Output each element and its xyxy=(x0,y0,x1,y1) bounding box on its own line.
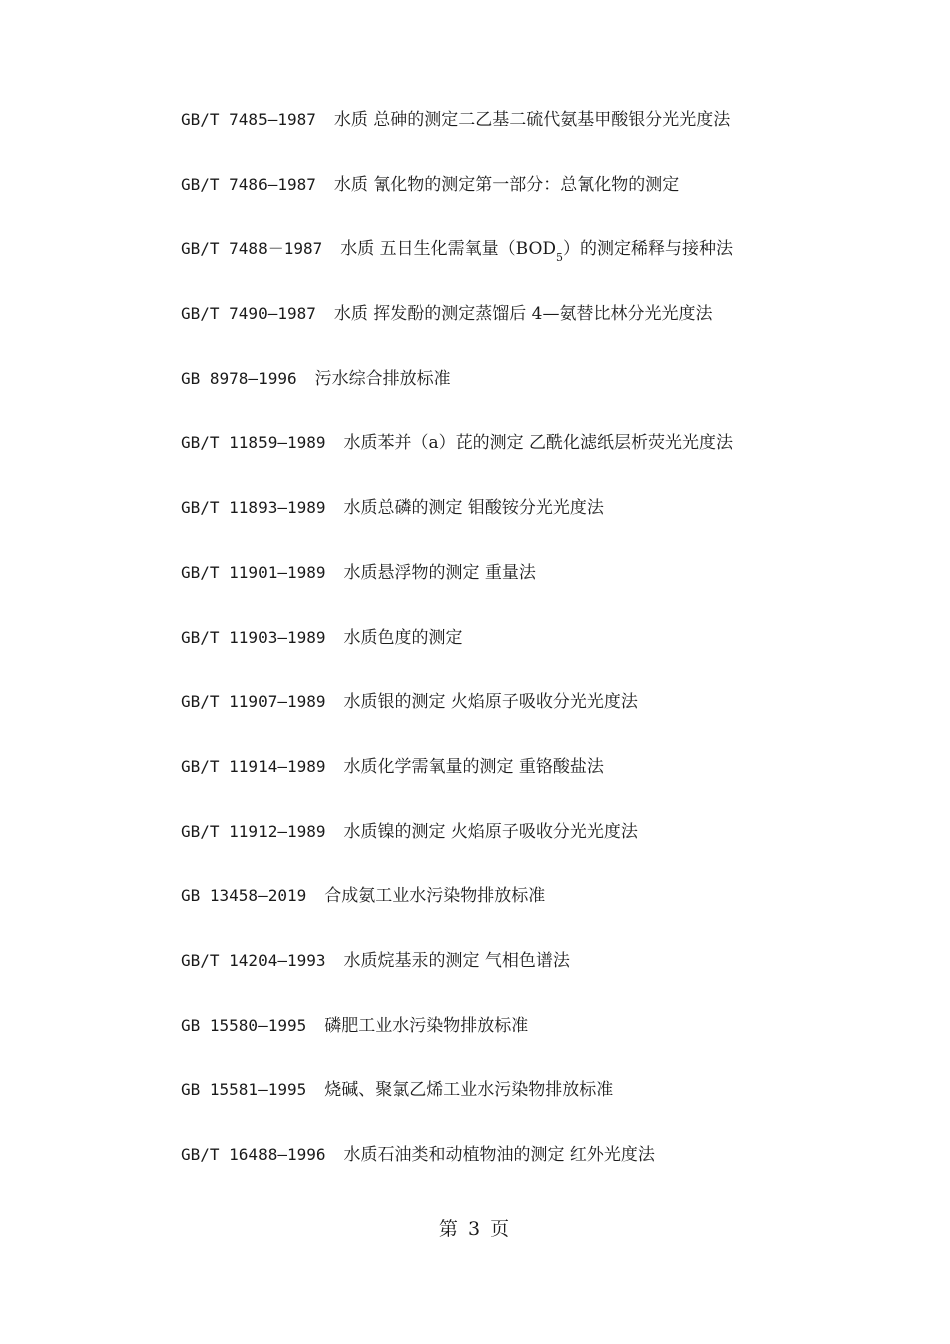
standard-title: 污水综合排放标准 xyxy=(314,368,451,389)
standard-item xyxy=(181,1074,881,1139)
standard-code: GB/T 7486—1987 xyxy=(181,174,316,194)
standard-title-part: 水质 五日生化需氧量（BOD xyxy=(340,239,557,260)
page-number: 第 3 页 xyxy=(438,1218,512,1240)
standard-title-part: ）的测定稀释与接种法 xyxy=(563,239,734,260)
standards-list xyxy=(181,104,881,1204)
standard-item xyxy=(181,363,881,428)
standard-title: 水质 总砷的测定二乙基二硫代氨基甲酸银分光光度法 xyxy=(333,110,731,130)
standard-item xyxy=(181,427,881,492)
standard-code: GB/T 7490—1987 xyxy=(181,304,316,324)
standard-title: 水质镍的测定 火焰原子吸收分光光度法 xyxy=(343,821,638,842)
standard-title: 水质苯并（a）芘的测定 乙酰化滤纸层析荧光光度法 xyxy=(343,433,734,454)
standard-code: GB 13458—2019 xyxy=(181,886,307,906)
standard-code: GB/T 11903—1989 xyxy=(181,627,326,647)
standard-title xyxy=(340,239,734,265)
standard-item xyxy=(181,557,881,622)
standard-title: 水质化学需氧量的测定 重铬酸盐法 xyxy=(343,756,604,777)
standard-code: GB/T 7488－1987 xyxy=(181,239,323,259)
standard-item xyxy=(181,104,881,169)
standard-title: 水质银的测定 火焰原子吸收分光光度法 xyxy=(343,692,638,713)
standard-item xyxy=(181,1010,881,1075)
standard-item xyxy=(181,233,881,298)
standard-title: 水质烷基汞的测定 气相色谱法 xyxy=(343,950,570,971)
standard-title: 水质 氰化物的测定第一部分：总氰化物的测定 xyxy=(333,174,680,195)
standard-code: GB 15580—1995 xyxy=(181,1015,307,1035)
standard-code: GB/T 14204—1993 xyxy=(181,950,326,970)
standard-item xyxy=(181,751,881,816)
standard-item xyxy=(181,945,881,1010)
standard-title: 水质总磷的测定 钼酸铵分光光度法 xyxy=(343,498,604,519)
standard-title: 水质 挥发酚的测定蒸馏后 4—氨替比林分光光度法 xyxy=(333,304,713,325)
standard-code: GB 8978—1996 xyxy=(181,368,297,388)
standard-code: GB 15581—1995 xyxy=(181,1080,307,1100)
standard-item xyxy=(181,1139,881,1204)
standard-title: 合成氨工业水污染物排放标准 xyxy=(324,886,546,907)
standard-code: GB/T 11912—1989 xyxy=(181,821,326,841)
standard-item xyxy=(181,298,881,363)
standard-code: GB/T 11901—1989 xyxy=(181,562,326,582)
standard-code: GB/T 11893—1989 xyxy=(181,498,326,518)
standard-item xyxy=(181,492,881,557)
standard-item xyxy=(181,622,881,687)
standard-title: 水质色度的测定 xyxy=(343,627,463,648)
standard-item xyxy=(181,169,881,234)
standard-title: 磷肥工业水污染物排放标准 xyxy=(324,1015,529,1036)
standard-title: 烧碱、聚氯乙烯工业水污染物排放标准 xyxy=(324,1080,614,1101)
standard-item xyxy=(181,686,881,751)
standard-title: 水质石油类和动植物油的测定 红外光度法 xyxy=(343,1145,655,1165)
standard-code: GB/T 7485—1987 xyxy=(181,110,316,129)
standard-item xyxy=(181,880,881,945)
standard-code: GB/T 16488—1996 xyxy=(181,1145,326,1164)
standard-title: 水质悬浮物的测定 重量法 xyxy=(343,562,536,583)
subscript: 5 xyxy=(556,251,564,265)
standard-code: GB/T 11907—1989 xyxy=(181,692,326,712)
standard-code: GB/T 11859—1989 xyxy=(181,433,326,453)
standard-item xyxy=(181,816,881,881)
standard-code: GB/T 11914—1989 xyxy=(181,756,326,776)
